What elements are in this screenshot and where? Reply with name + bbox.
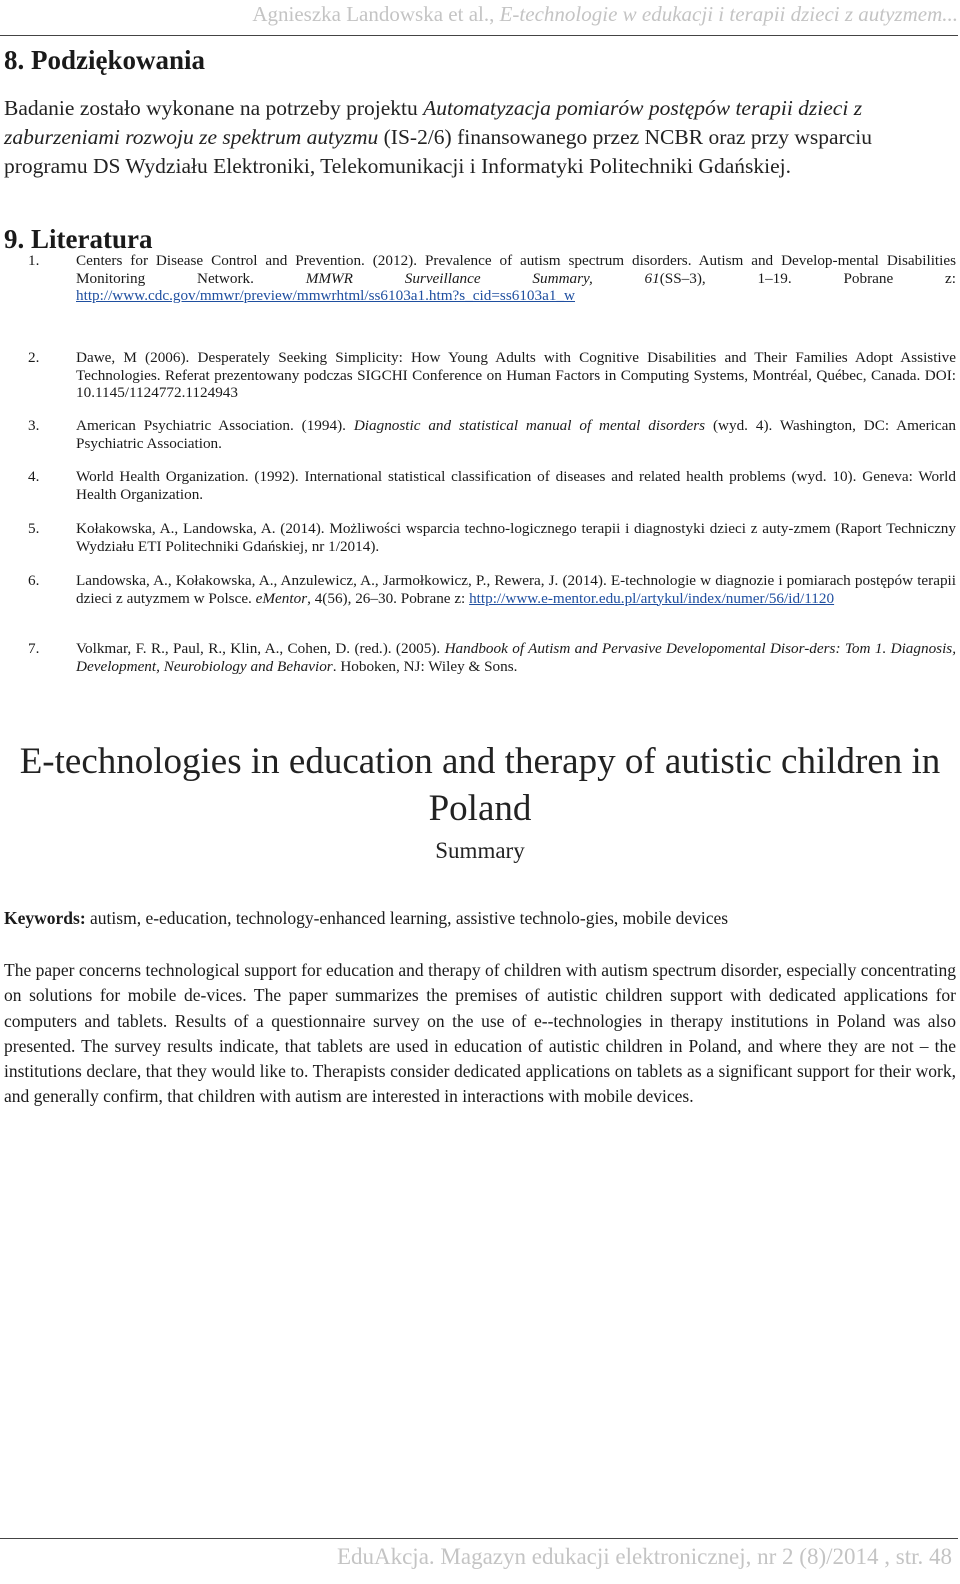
reference-number: 4. — [28, 468, 40, 485]
reference-link-cdc[interactable]: http://www.cdc.gov/mmwr/preview/mmwrhtml/ss6103a1.htm?s_cid=ss6103a1_w — [76, 287, 576, 304]
ack-text-after: (IS-2/6) finansowanego przez NCBR oraz przy wsparciu programu DS Wydziału Elektroniki, Telekomunikacji i Informatyki Politechniki Gdańskiej. — [4, 125, 873, 178]
keywords-label: Keywords: — [4, 908, 86, 928]
reference-text: Dawe, M (2006). Desperately Seeking Simplicity: How Young Adults with Cognitive Disabilities and Their Families Adopt Assistive Technologies. Referat prezentowany podczas SIGCHI Conference on Human Factors in Computing Systems, Montréal, Québec, Canada. DOI: 10.1145/1124772.1124943 — [76, 349, 956, 401]
reference-body: Centers for Disease Control and Prevention. (2012). Prevalence of autism spectrum disorders. Autism and Develop-mental Disabilities Monitoring Network. — [76, 252, 956, 287]
reference-italic: eMentor — [255, 589, 308, 607]
reference-text — [76, 252, 956, 305]
reference-text — [76, 640, 956, 675]
acknowledgements-paragraph — [4, 94, 956, 181]
reference-number: 5. — [28, 520, 40, 537]
reference-item-2 — [28, 349, 956, 402]
reference-text: World Health Organization. (1992). International statistical classification of diseases and related health problems (wyd. 10). Geneva: World Health Organization. — [76, 468, 956, 503]
reference-item-6 — [28, 572, 956, 607]
page-footer: EduAkcja. Magazyn edukacji elektronicznej, nr 2 (8)/2014 , str. 48 — [336, 1544, 952, 1569]
reference-tail: (wyd. 4). Washington, DC: American Psychiatric Association. — [76, 417, 956, 452]
ack-text-before: Badanie zostało wykonane na potrzeby projektu — [4, 96, 424, 120]
references-heading: 9. Literatura — [4, 224, 153, 254]
reference-item-7 — [28, 640, 956, 675]
footer-divider — [0, 1538, 958, 1539]
running-header — [0, 2, 958, 27]
reference-italic: Handbook of Autism and Pervasive Developomental Disor-ders: Tom 1. Diagnosis, Development, Neurobiology and Behavior — [76, 640, 956, 675]
keywords-line — [4, 906, 956, 930]
reference-italic: MMWR Surveillance Summary, 61 — [305, 269, 660, 287]
summary-abstract: The paper concerns technological support for education and therapy of children with autism spectrum disorder, especially concentrating on solutions for mobile de-vices. The paper summarizes the premises of autistic children support with dedicated applications for computers and tablets. Results of a questionnaire survey on the use of e--technologies in therapy institutions in Poland was also presented. The survey results indicate, that tablets are used in education of autistic children in Poland, and where they are not – the institutions declare, that they would like to. Therapists consider dedicated applications on tablets as a significant support for their work, and generally confirm, that children with autism are interested in interactions with mobile devices. — [4, 960, 956, 1107]
reference-number: 6. — [28, 572, 40, 589]
reference-item-1 — [28, 252, 956, 305]
acknowledgements-heading: 8. Podziękowania — [4, 45, 206, 75]
header-divider — [0, 35, 958, 36]
reference-tail: , 4(56), 26–30. Pobrane z: — [307, 589, 470, 607]
summary-title: E-technologies in education and therapy of autistic children in Poland — [19, 741, 941, 829]
reference-italic: Diagnostic and statistical manual of mental disorders — [353, 417, 706, 434]
keywords-list: autism, e-education, technology-enhanced learning, assistive technolo-gies, mobile devices — [85, 908, 729, 928]
reference-text — [76, 417, 956, 452]
reference-number: 7. — [28, 640, 40, 657]
reference-text: Kołakowska, A., Landowska, A. (2014). Możliwości wsparcia techno-logicznego terapii i diagnostyki dzieci z auty-zmem (Raport Techniczny Wydziału ETI Politechniki Gdańskiej, nr 1/2014). — [76, 520, 956, 555]
reference-item-5 — [28, 520, 956, 555]
reference-body: Landowska, A., Kołakowska, A., Anzulewicz, A., Jarmołkowicz, P., Rewera, J. (2014). E-technologie w diagnozie i pomiarach postępów terapii dzieci z autyzmem w Polsce. — [76, 572, 956, 607]
reference-body: American Psychiatric Association. (1994). — [76, 417, 354, 434]
reference-link-ementor[interactable]: http://www.e-mentor.edu.pl/artykul/index/numer/56/id/1120 — [469, 589, 835, 607]
reference-number: 2. — [28, 349, 40, 366]
running-header-authors: Agnieszka Landowska et al., — [252, 2, 500, 26]
reference-number: 1. — [28, 252, 40, 269]
reference-text — [76, 572, 956, 607]
summary-subtitle: Summary — [435, 838, 525, 863]
reference-tail: (SS–3), 1–19. Pobrane z: — [659, 269, 956, 287]
reference-body: Volkmar, F. R., Paul, R., Klin, A., Cohen, D. (red.). (2005). — [76, 640, 445, 657]
running-header-title: E-technologie w edukacji i terapii dzieci z autyzmem... — [499, 2, 958, 26]
reference-number: 3. — [28, 417, 40, 434]
reference-item-4 — [28, 468, 956, 503]
reference-tail: . Hoboken, NJ: Wiley & Sons. — [332, 657, 518, 675]
ack-project-title: Automatyzacja pomiarów postępów terapii dzieci z zaburzeniami rozwoju ze spektrum autyzmu — [4, 96, 863, 149]
reference-item-3 — [28, 417, 956, 452]
